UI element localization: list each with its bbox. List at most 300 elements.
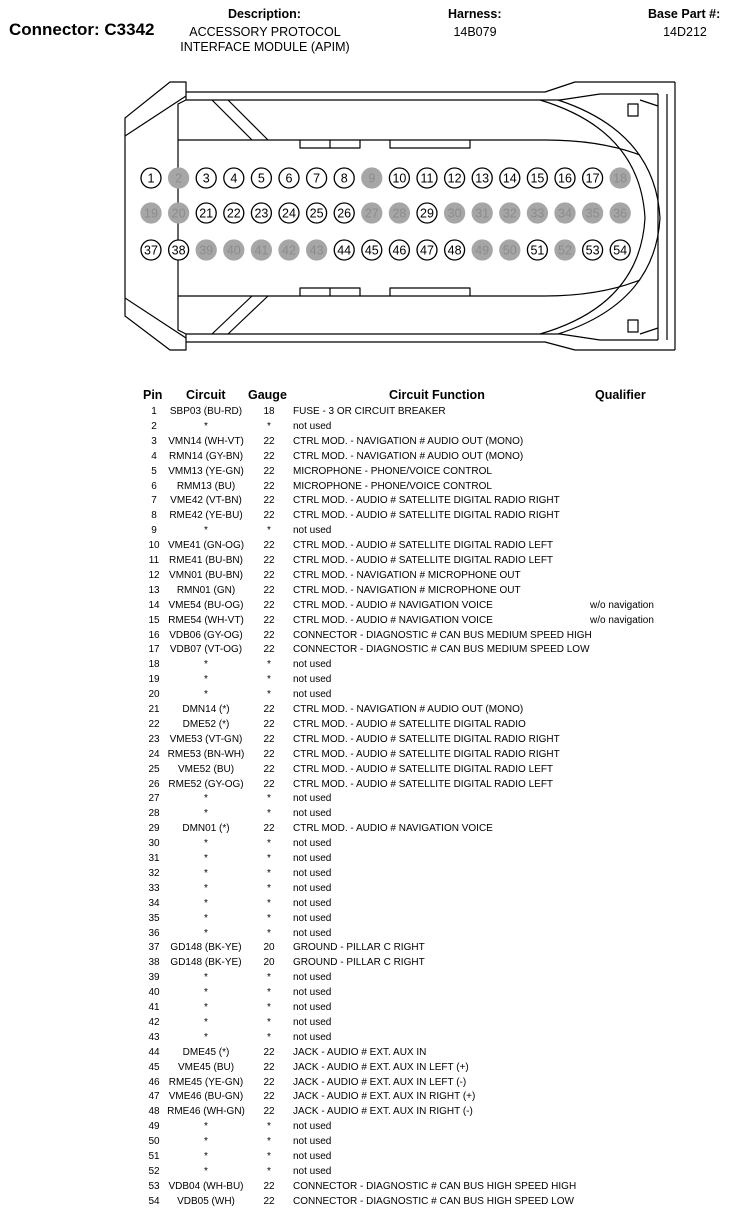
header-function: Circuit Function bbox=[389, 388, 485, 402]
cell-gauge: * bbox=[267, 972, 271, 984]
cell-function: CTRL MOD. - AUDIO # NAVIGATION VOICE bbox=[293, 614, 493, 626]
cell-circuit: RMN14 (GY-BN) bbox=[168, 450, 244, 462]
cell-gauge: * bbox=[267, 659, 271, 671]
cell-circuit: * bbox=[204, 1151, 208, 1162]
cell-gauge: 22 bbox=[263, 644, 275, 656]
cell-circuit: DMN01 (*) bbox=[182, 823, 230, 835]
cell-circuit: VME42 (VT-BN) bbox=[170, 495, 242, 507]
cell-gauge: 22 bbox=[263, 510, 275, 522]
cell-pin: 40 bbox=[148, 987, 160, 999]
pin-number: 37 bbox=[144, 243, 158, 258]
pin-31 bbox=[472, 203, 492, 223]
cell-gauge: 22 bbox=[263, 823, 275, 835]
header-qualifier: Qualifier bbox=[595, 388, 646, 402]
pin-13 bbox=[472, 168, 492, 188]
cell-gauge: * bbox=[267, 420, 271, 432]
cell-gauge: 22 bbox=[263, 1046, 275, 1058]
pin-30 bbox=[445, 203, 465, 223]
pin-5 bbox=[251, 168, 271, 188]
cell-function: JACK - AUDIO # EXT. AUX IN RIGHT (+) bbox=[293, 1091, 476, 1103]
cell-pin: 2 bbox=[151, 420, 157, 432]
table-row bbox=[0, 732, 732, 747]
pin-17 bbox=[583, 168, 603, 188]
cell-function: not used bbox=[293, 1136, 332, 1148]
pin-34 bbox=[555, 203, 575, 223]
cell-function: CONNECTOR - DIAGNOSTIC # CAN BUS MEDIUM SPEED LOW bbox=[293, 644, 590, 656]
cell-circuit: RMM13 (BU) bbox=[176, 480, 236, 492]
pin-number: 30 bbox=[447, 206, 462, 221]
cell-function: CTRL MOD. - AUDIO # SATELLITE DIGITAL RADIO RIGHT bbox=[293, 495, 560, 507]
cell-gauge: * bbox=[267, 927, 271, 939]
cell-pin: 43 bbox=[148, 1031, 160, 1043]
table-row bbox=[0, 419, 732, 434]
cell-circuit: VDB04 (WH-BU) bbox=[168, 1180, 244, 1192]
cell-function: not used bbox=[293, 659, 332, 671]
cell-gauge: 22 bbox=[263, 465, 275, 477]
cell-gauge: 22 bbox=[263, 435, 275, 447]
cell-gauge: * bbox=[267, 674, 271, 686]
cell-pin: 6 bbox=[151, 480, 157, 492]
connector-title: Connector: C3342 bbox=[9, 20, 155, 39]
cell-circuit: * bbox=[204, 674, 208, 686]
cell-gauge: 20 bbox=[263, 957, 275, 969]
description-label: Description: bbox=[228, 7, 301, 21]
pin-number: 13 bbox=[475, 171, 490, 186]
cell-gauge: 22 bbox=[263, 1106, 275, 1118]
cell-gauge: 22 bbox=[263, 629, 275, 641]
table-row bbox=[0, 583, 732, 598]
cell-pin: 23 bbox=[148, 733, 160, 745]
pin-number: 12 bbox=[447, 171, 462, 186]
cell-pin: 39 bbox=[148, 972, 160, 984]
pin-number: 17 bbox=[585, 171, 600, 186]
cell-pin: 54 bbox=[148, 1195, 160, 1207]
table-row bbox=[0, 523, 732, 538]
table-row bbox=[0, 851, 732, 866]
cell-function: CTRL MOD. - NAVIGATION # AUDIO OUT (MONO) bbox=[293, 704, 524, 715]
pin-23 bbox=[251, 203, 271, 223]
table-row bbox=[0, 1015, 732, 1030]
cell-gauge: * bbox=[267, 987, 271, 999]
pin-21 bbox=[196, 203, 216, 223]
cell-gauge: 22 bbox=[263, 1091, 275, 1103]
cell-circuit: * bbox=[204, 1031, 208, 1043]
cell-function: CTRL MOD. - NAVIGATION # MICROPHONE OUT bbox=[293, 569, 521, 581]
cell-circuit: RMN01 (GN) bbox=[176, 584, 236, 596]
pin-18 bbox=[610, 168, 630, 188]
cell-gauge: 18 bbox=[263, 406, 275, 417]
cell-function: CONNECTOR - DIAGNOSTIC # CAN BUS MEDIUM SPEED HIGH bbox=[293, 629, 592, 641]
cell-gauge: * bbox=[267, 793, 271, 805]
cell-pin: 22 bbox=[148, 718, 160, 730]
pin-51 bbox=[527, 240, 547, 260]
cell-circuit: VME41 (GN-OG) bbox=[167, 540, 245, 552]
cell-pin: 41 bbox=[148, 1002, 160, 1013]
pin-number: 18 bbox=[613, 171, 628, 186]
pin-grid bbox=[141, 168, 630, 260]
pin-number: 53 bbox=[585, 243, 600, 258]
description-line-2: INTERFACE MODULE (APIM) bbox=[180, 40, 350, 54]
cell-circuit: VMN14 (WH-VT) bbox=[168, 435, 244, 447]
cell-gauge: 22 bbox=[263, 555, 275, 566]
cell-function: not used bbox=[293, 912, 332, 924]
table-row bbox=[0, 747, 732, 762]
cell-gauge: 22 bbox=[263, 599, 275, 611]
pin-36 bbox=[610, 203, 630, 223]
cell-function: CTRL MOD. - AUDIO # NAVIGATION VOICE bbox=[293, 599, 493, 611]
cell-function: CTRL MOD. - AUDIO # SATELLITE DIGITAL RADIO LEFT bbox=[293, 540, 554, 552]
header bbox=[0, 0, 732, 60]
cell-pin: 37 bbox=[148, 942, 160, 954]
pin-40 bbox=[224, 240, 244, 260]
cell-gauge: 22 bbox=[263, 778, 275, 790]
cell-circuit: * bbox=[204, 1016, 208, 1028]
cell-circuit: * bbox=[204, 525, 208, 537]
pin-20 bbox=[169, 203, 189, 223]
cell-pin: 21 bbox=[148, 704, 160, 715]
cell-pin: 46 bbox=[148, 1076, 160, 1088]
pin-47 bbox=[417, 240, 437, 260]
pin-number: 23 bbox=[254, 206, 269, 221]
cell-circuit: * bbox=[204, 689, 208, 701]
cell-pin: 47 bbox=[148, 1091, 160, 1103]
pin-number: 51 bbox=[530, 243, 545, 258]
cell-gauge: 22 bbox=[263, 1061, 275, 1073]
pin-27 bbox=[362, 203, 382, 223]
pin-53 bbox=[583, 240, 603, 260]
cell-gauge: * bbox=[267, 525, 271, 537]
cell-gauge: 22 bbox=[263, 748, 275, 760]
base-part-value: 14D212 bbox=[663, 25, 707, 39]
cell-function: not used bbox=[293, 897, 332, 909]
table-row bbox=[0, 896, 732, 911]
cell-function: CTRL MOD. - NAVIGATION # AUDIO OUT (MONO) bbox=[293, 435, 524, 447]
cell-function: CTRL MOD. - AUDIO # SATELLITE DIGITAL RADIO RIGHT bbox=[293, 748, 560, 760]
cell-gauge: 22 bbox=[263, 704, 275, 715]
cell-circuit: * bbox=[204, 853, 208, 864]
cell-circuit: VDB05 (WH) bbox=[177, 1195, 235, 1207]
table-row bbox=[0, 1060, 732, 1075]
table-row bbox=[0, 657, 732, 672]
pin-number: 31 bbox=[475, 206, 490, 221]
cell-function: GROUND - PILLAR C RIGHT bbox=[293, 957, 425, 969]
cell-pin: 4 bbox=[151, 450, 157, 462]
cell-gauge: * bbox=[267, 1031, 271, 1043]
table-row bbox=[0, 985, 732, 1000]
cell-circuit: * bbox=[204, 1121, 208, 1133]
pin-number: 40 bbox=[226, 243, 241, 258]
table-row bbox=[0, 806, 732, 821]
cell-function: not used bbox=[293, 882, 332, 894]
table-row bbox=[0, 1089, 732, 1104]
cell-pin: 20 bbox=[148, 689, 160, 701]
cell-pin: 27 bbox=[148, 793, 160, 805]
table-row bbox=[0, 881, 732, 896]
cell-circuit: * bbox=[204, 882, 208, 894]
cell-function: CTRL MOD. - NAVIGATION # AUDIO OUT (MONO) bbox=[293, 450, 524, 462]
harness-value: 14B079 bbox=[453, 25, 497, 39]
table-row bbox=[0, 866, 732, 881]
cell-gauge: 22 bbox=[263, 450, 275, 462]
cell-function: JACK - AUDIO # EXT. AUX IN LEFT (+) bbox=[293, 1061, 469, 1073]
table-row bbox=[0, 1179, 732, 1194]
cell-gauge: 22 bbox=[263, 540, 275, 552]
cell-pin: 14 bbox=[148, 599, 160, 611]
cell-pin: 18 bbox=[148, 659, 160, 671]
cell-function: JACK - AUDIO # EXT. AUX IN LEFT (-) bbox=[293, 1076, 467, 1088]
cell-pin: 16 bbox=[148, 629, 160, 641]
cell-circuit: VME46 (BU-GN) bbox=[168, 1091, 244, 1103]
cell-pin: 32 bbox=[148, 867, 160, 879]
cell-circuit: VME45 (BU) bbox=[177, 1061, 235, 1073]
cell-circuit: RME54 (WH-VT) bbox=[168, 614, 244, 626]
cell-pin: 8 bbox=[151, 510, 157, 522]
cell-gauge: * bbox=[267, 853, 271, 864]
cell-gauge: 20 bbox=[263, 942, 275, 954]
table-row bbox=[0, 538, 732, 553]
pin-number: 16 bbox=[558, 171, 572, 186]
table-row bbox=[0, 508, 732, 523]
pin-43 bbox=[307, 240, 327, 260]
cell-pin: 7 bbox=[151, 495, 157, 507]
pin-number: 6 bbox=[285, 171, 293, 186]
pin-24 bbox=[279, 203, 299, 223]
table-row bbox=[0, 1119, 732, 1134]
cell-circuit: VMN01 (BU-BN) bbox=[169, 569, 243, 581]
cell-function: CTRL MOD. - NAVIGATION # MICROPHONE OUT bbox=[293, 584, 521, 596]
pin-number: 43 bbox=[309, 243, 324, 258]
cell-gauge: * bbox=[267, 1002, 271, 1013]
cell-function: not used bbox=[293, 987, 332, 999]
table-row bbox=[0, 553, 732, 568]
pin-number: 15 bbox=[530, 171, 545, 186]
pin-number: 5 bbox=[257, 171, 265, 186]
cell-function: JACK - AUDIO # EXT. AUX IN RIGHT (-) bbox=[293, 1106, 473, 1118]
table-row bbox=[0, 598, 732, 613]
pin-19 bbox=[141, 203, 161, 223]
cell-circuit: DMN14 (*) bbox=[182, 704, 230, 715]
cell-gauge: * bbox=[267, 1136, 271, 1148]
table-row bbox=[0, 970, 732, 985]
pin-number: 45 bbox=[364, 243, 379, 258]
cell-pin: 30 bbox=[148, 838, 160, 850]
cell-function: not used bbox=[293, 1031, 332, 1043]
cell-pin: 53 bbox=[148, 1180, 160, 1192]
pin-26 bbox=[334, 203, 354, 223]
cell-function: MICROPHONE - PHONE/VOICE CONTROL bbox=[293, 480, 492, 492]
pin-38 bbox=[169, 240, 189, 260]
table-row bbox=[0, 568, 732, 583]
cell-circuit: * bbox=[204, 1165, 208, 1177]
cell-circuit: * bbox=[204, 927, 208, 939]
pin-number: 48 bbox=[447, 243, 462, 258]
cell-circuit: * bbox=[204, 793, 208, 805]
table-row bbox=[0, 1030, 732, 1045]
cell-function: not used bbox=[293, 1165, 332, 1177]
cell-function: not used bbox=[293, 972, 332, 984]
cell-pin: 28 bbox=[148, 808, 160, 820]
cell-qualifier: w/o navigation bbox=[590, 599, 654, 611]
table-row bbox=[0, 1164, 732, 1179]
table-row bbox=[0, 642, 732, 657]
pin-number: 11 bbox=[420, 171, 434, 186]
pin-41 bbox=[251, 240, 271, 260]
description-line-1: ACCESSORY PROTOCOL bbox=[189, 25, 341, 39]
cell-qualifier: w/o navigation bbox=[590, 614, 654, 626]
cell-pin: 24 bbox=[148, 748, 160, 760]
pin-number: 33 bbox=[530, 206, 545, 221]
pin-number: 42 bbox=[282, 243, 296, 258]
cell-circuit: DME45 (*) bbox=[182, 1046, 230, 1058]
pin-number: 1 bbox=[147, 171, 155, 186]
cell-pin: 5 bbox=[151, 465, 157, 477]
cell-pin: 12 bbox=[148, 569, 160, 581]
pin-12 bbox=[445, 168, 465, 188]
cell-circuit: * bbox=[204, 838, 208, 850]
pin-33 bbox=[527, 203, 547, 223]
pin-number: 7 bbox=[313, 171, 321, 186]
cell-pin: 1 bbox=[151, 406, 157, 417]
cell-pin: 52 bbox=[148, 1165, 160, 1177]
table-row bbox=[0, 672, 732, 687]
pin-48 bbox=[445, 240, 465, 260]
cell-gauge: 22 bbox=[263, 584, 275, 596]
pin-25 bbox=[307, 203, 327, 223]
cell-pin: 50 bbox=[148, 1136, 160, 1148]
table-row bbox=[0, 464, 732, 479]
pin-15 bbox=[527, 168, 547, 188]
cell-circuit: * bbox=[204, 808, 208, 820]
pin-16 bbox=[555, 168, 575, 188]
cell-circuit: GD148 (BK-YE) bbox=[170, 957, 242, 969]
cell-pin: 48 bbox=[148, 1106, 160, 1118]
pin-45 bbox=[362, 240, 382, 260]
cell-pin: 34 bbox=[148, 897, 160, 909]
cell-circuit: * bbox=[204, 897, 208, 909]
pin-number: 49 bbox=[475, 243, 490, 258]
table-row bbox=[0, 493, 732, 508]
cell-gauge: 22 bbox=[263, 733, 275, 745]
cell-pin: 38 bbox=[148, 957, 160, 969]
cell-function: GROUND - PILLAR C RIGHT bbox=[293, 942, 425, 954]
cell-function: not used bbox=[293, 867, 332, 879]
cell-pin: 45 bbox=[148, 1061, 160, 1073]
cell-circuit: GD148 (BK-YE) bbox=[170, 942, 242, 954]
pin-44 bbox=[334, 240, 354, 260]
cell-circuit: VDB07 (VT-OG) bbox=[169, 644, 243, 656]
pin-8 bbox=[334, 168, 354, 188]
cell-function: not used bbox=[293, 689, 332, 701]
cell-gauge: 22 bbox=[263, 763, 275, 775]
cell-gauge: * bbox=[267, 1165, 271, 1177]
pin-28 bbox=[389, 203, 409, 223]
cell-function: CTRL MOD. - AUDIO # SATELLITE DIGITAL RADIO LEFT bbox=[293, 555, 554, 566]
pin-number: 46 bbox=[392, 243, 407, 258]
pin-54 bbox=[610, 240, 630, 260]
cell-gauge: * bbox=[267, 897, 271, 909]
table-row bbox=[0, 1134, 732, 1149]
table-row bbox=[0, 1104, 732, 1119]
pin-number: 54 bbox=[613, 243, 628, 258]
cell-gauge: 22 bbox=[263, 480, 275, 492]
pin-number: 27 bbox=[364, 206, 379, 221]
pin-number: 3 bbox=[202, 171, 210, 186]
cell-function: FUSE - 3 OR CIRCUIT BREAKER bbox=[293, 406, 446, 417]
cell-pin: 44 bbox=[148, 1046, 160, 1058]
cell-gauge: * bbox=[267, 689, 271, 701]
cell-pin: 10 bbox=[148, 540, 160, 552]
pin-number: 41 bbox=[254, 243, 269, 258]
pin-22 bbox=[224, 203, 244, 223]
table-row bbox=[0, 1194, 732, 1209]
cell-pin: 51 bbox=[148, 1151, 160, 1162]
cell-function: not used bbox=[293, 808, 332, 820]
cell-gauge: 22 bbox=[263, 614, 275, 626]
cell-circuit: SBP03 (BU-RD) bbox=[169, 406, 243, 417]
table-row bbox=[0, 1000, 732, 1015]
pin-14 bbox=[500, 168, 520, 188]
cell-gauge: * bbox=[267, 912, 271, 924]
pin-52 bbox=[555, 240, 575, 260]
table-row bbox=[0, 628, 732, 643]
table-row bbox=[0, 479, 732, 494]
cell-function: not used bbox=[293, 1016, 332, 1028]
cell-circuit: RME46 (WH-GN) bbox=[167, 1106, 245, 1118]
pin-number: 35 bbox=[585, 206, 600, 221]
cell-gauge: * bbox=[267, 867, 271, 879]
cell-circuit: VME53 (VT-GN) bbox=[169, 733, 243, 745]
pin-49 bbox=[472, 240, 492, 260]
pin-number: 21 bbox=[199, 206, 214, 221]
pin-number: 4 bbox=[230, 171, 238, 186]
cell-function: CTRL MOD. - AUDIO # SATELLITE DIGITAL RADIO RIGHT bbox=[293, 733, 560, 745]
cell-pin: 11 bbox=[148, 555, 160, 566]
cell-circuit: * bbox=[204, 659, 208, 671]
table-row bbox=[0, 613, 732, 628]
pin-number: 19 bbox=[144, 206, 158, 221]
header-gauge: Gauge bbox=[248, 388, 287, 402]
cell-circuit: * bbox=[204, 1136, 208, 1148]
pin-number: 29 bbox=[420, 206, 434, 221]
cell-function: CTRL MOD. - AUDIO # SATELLITE DIGITAL RADIO RIGHT bbox=[293, 510, 560, 522]
cell-pin: 3 bbox=[151, 435, 157, 447]
cell-function: not used bbox=[293, 793, 332, 805]
pin-6 bbox=[279, 168, 299, 188]
cell-circuit: * bbox=[204, 420, 208, 432]
pin-42 bbox=[279, 240, 299, 260]
cell-function: not used bbox=[293, 525, 332, 537]
cell-pin: 19 bbox=[148, 674, 160, 686]
cell-gauge: 22 bbox=[263, 495, 275, 507]
cell-circuit: * bbox=[204, 987, 208, 999]
cell-function: JACK - AUDIO # EXT. AUX IN bbox=[293, 1046, 427, 1058]
pin-number: 28 bbox=[392, 206, 407, 221]
cell-circuit: * bbox=[204, 867, 208, 879]
cell-pin: 26 bbox=[148, 778, 160, 790]
table-row bbox=[0, 940, 732, 955]
pin-number: 9 bbox=[368, 171, 376, 186]
cell-circuit: * bbox=[204, 1002, 208, 1013]
table-row bbox=[0, 955, 732, 970]
cell-pin: 29 bbox=[148, 823, 160, 835]
table-row bbox=[0, 1075, 732, 1090]
pin-number: 34 bbox=[558, 206, 572, 221]
cell-circuit: VDB06 (GY-OG) bbox=[169, 629, 243, 641]
cell-circuit: VME54 (BU-OG) bbox=[168, 599, 244, 611]
pin-number: 47 bbox=[420, 243, 434, 258]
cell-pin: 35 bbox=[148, 912, 160, 924]
pin-1 bbox=[141, 168, 161, 188]
